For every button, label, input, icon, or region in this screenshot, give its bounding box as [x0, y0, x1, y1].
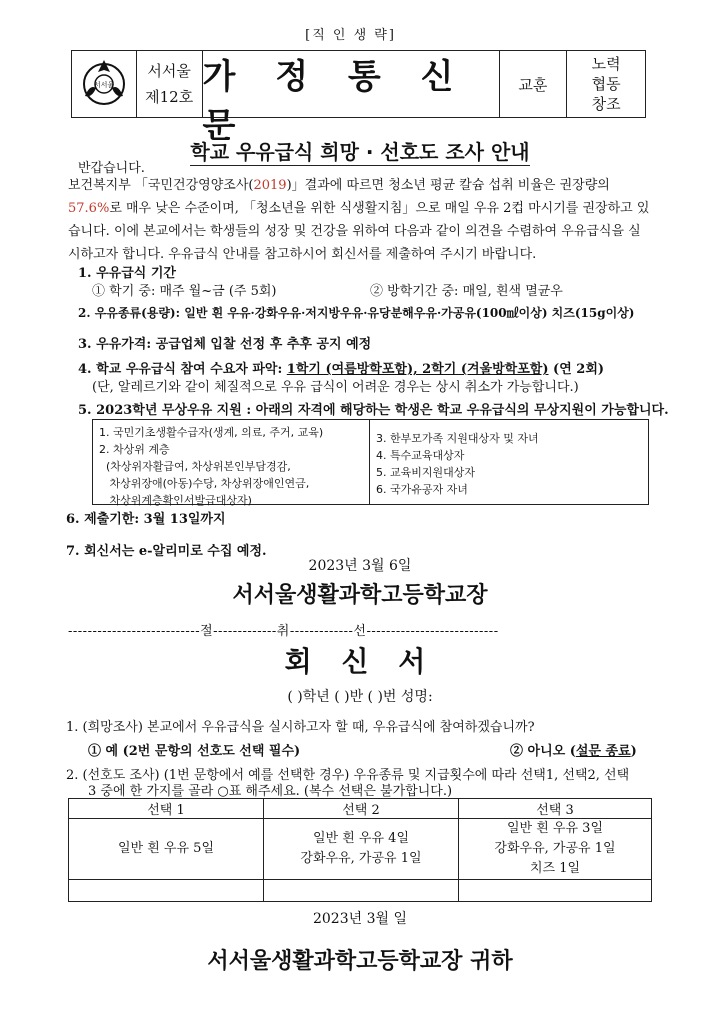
survey-year: 2019: [253, 178, 287, 193]
eligibility-right: [370, 420, 648, 504]
item-period-vacation: ② 방학기간 중: 매일, 흰색 멸균우: [370, 284, 563, 299]
newsletter-title: 가 정 통 신 문: [202, 56, 468, 146]
question-2-line1: 2. (선호도 조사) (1번 문항에서 예를 선택한 경우) 우유종류 및 지급횟수에 따라 선택1, 선택2, 선택: [66, 768, 630, 783]
greeting: 반갑습니다.: [78, 161, 145, 176]
item-free-milk: 5. 2023학년 무상우유 지원 : 아래의 자격에 해당하는 학생은 학교 우유급식의 무상지원이 가능합니다.: [78, 403, 669, 418]
reply-addressee: 서서울생활과학고등학교장 귀하: [207, 949, 513, 974]
item-period-title: 1. 우유급식 기간: [78, 266, 176, 281]
motto-value: 창조: [591, 95, 621, 113]
item-period-semester: ① 학기 중: 매주 월~금 (주 5회): [92, 284, 277, 299]
item-demand: 4. 학교 우유급식 참여 수요자 파악: 1학기 (여름방학포함), 2학기 (겨울방학포함) (연 2회): [78, 362, 605, 377]
q1-option-no[interactable]: ② 아니오 (설문 종료): [510, 744, 637, 759]
notice-date: 2023년 3월 6일: [308, 558, 412, 574]
svg-text:서서울: 서서울: [93, 81, 115, 89]
choice-header: 선택 2: [264, 799, 459, 819]
eligibility-item: 차상위장애(아동)수당, 차상위장애인연금,: [99, 477, 310, 490]
q1-option-yes[interactable]: ① 예 (2번 문항의 선호도 선택 필수): [88, 744, 301, 759]
eligibility-item: 2. 차상위 계층: [99, 443, 170, 456]
eligibility-item: 1. 국민기초생활수급자(생계, 의료, 주거, 교육): [99, 426, 324, 439]
question-2-line2: 3 중에 한 가지를 골라 ○표 해주세요. (복수 선택은 불가합니다.): [88, 784, 453, 799]
choice-header: 선택 3: [459, 799, 652, 819]
school-logo: [72, 51, 137, 117]
newsletter-title-cell: [202, 27, 500, 146]
issue-school: 서서울: [147, 62, 191, 80]
reply-date: 2023년 3월 일: [312, 911, 407, 927]
principal-signature: 서서울생활과학고등학교장: [232, 583, 488, 608]
eligibility-item: (차상위자활급여, 차상위본인부담경감,: [99, 460, 291, 473]
eligibility-item: 5. 교육비지원대상자: [376, 466, 475, 479]
item-demand-note: (단, 알레르기와 같이 체질적으로 우유 급식이 어려운 경우는 상시 취소가 가능합니다.): [92, 380, 579, 395]
eligibility-item: 4. 특수교육대상자: [376, 449, 465, 462]
item-collection: 7. 회신서는 e-알리미로 수집 예정.: [66, 544, 267, 559]
issue-info: [137, 51, 203, 117]
choice-1-mark-cell[interactable]: [69, 880, 264, 902]
intro-paragraph: 보건복지부 「국민건강영양조사(2019)」결과에 따르면 청소년 평균 칼슘 섭취 비율은 권장량의 57.6%로 매우 낮은 수준이며, 「청소년을 위한 식생활지침」으로 매일 우유 2컵 마시기를 권장하고 있습니다. 이에 본교에서는 학생들의 성장 및 건강을 위하여 다음과 같이 의견을 수렴하여 우유급식을 실시하고자 합니다. 우유급식 안내를 참고하시어 회신서를 제출하여 주시기 바랍니다.: [68, 178, 650, 262]
student-info-line: ( )학년 ( )반 ( )번 성명:: [287, 689, 433, 705]
motto-value: 협동: [591, 75, 621, 93]
eligibility-item: 차상위계층확인서발급대상자): [99, 494, 252, 507]
eligibility-item: 6. 국가유공자 자녀: [376, 483, 468, 496]
eligibility-item: 3. 한부모가족 지원대상자 및 자녀: [376, 432, 539, 445]
choice-table: [68, 798, 652, 902]
school-emblem-icon: [80, 58, 128, 110]
eligibility-left: [93, 420, 370, 507]
header-table: [71, 27, 646, 146]
choice-3-cell[interactable]: 일반 흰 우유 3일 강화우유, 가공유 1일 치즈 1일: [459, 819, 652, 880]
question-1: 1. (희망조사) 본교에서 우유급식을 실시하고자 할 때, 우유급식에 참여하겠습니까?: [66, 720, 535, 735]
choice-2-mark-cell[interactable]: [264, 880, 459, 902]
reply-form-title: 회 신 서: [284, 645, 436, 678]
item-milk-price: 3. 우유가격: 공급업체 입찰 선정 후 추후 공지 예정: [78, 337, 372, 352]
item-milk-types: 2. 우유종류(용량): 일반 흰 우유·강화우유·저지방우유·유당분해우유·가공유(100㎖이상) 치즈(15g이상): [78, 306, 635, 320]
issue-number: 제12호: [145, 88, 194, 106]
choice-2-cell[interactable]: 일반 흰 우유 4일 강화우유, 가공유 1일: [264, 819, 459, 880]
motto-value: 노력: [591, 55, 621, 73]
cut-line: ---------------------------절-------------취-------------선---------------------------: [68, 624, 499, 639]
eligibility-table: [92, 419, 649, 505]
choice-3-mark-cell[interactable]: [459, 880, 652, 902]
notice-title: 학교 우유급식 희망 · 선호도 조사 안내: [190, 140, 530, 164]
item-deadline: 6. 제출기한: 3월 13일까지: [66, 512, 226, 527]
choice-1-cell[interactable]: 일반 흰 우유 5일: [69, 819, 264, 880]
choice-header: 선택 1: [69, 799, 264, 819]
seal-omitted-note: [직 인 생 략]: [305, 27, 396, 43]
motto-label: 교훈: [500, 51, 568, 117]
calcium-percent: 57.6%: [68, 201, 110, 216]
motto-values: [567, 51, 645, 117]
